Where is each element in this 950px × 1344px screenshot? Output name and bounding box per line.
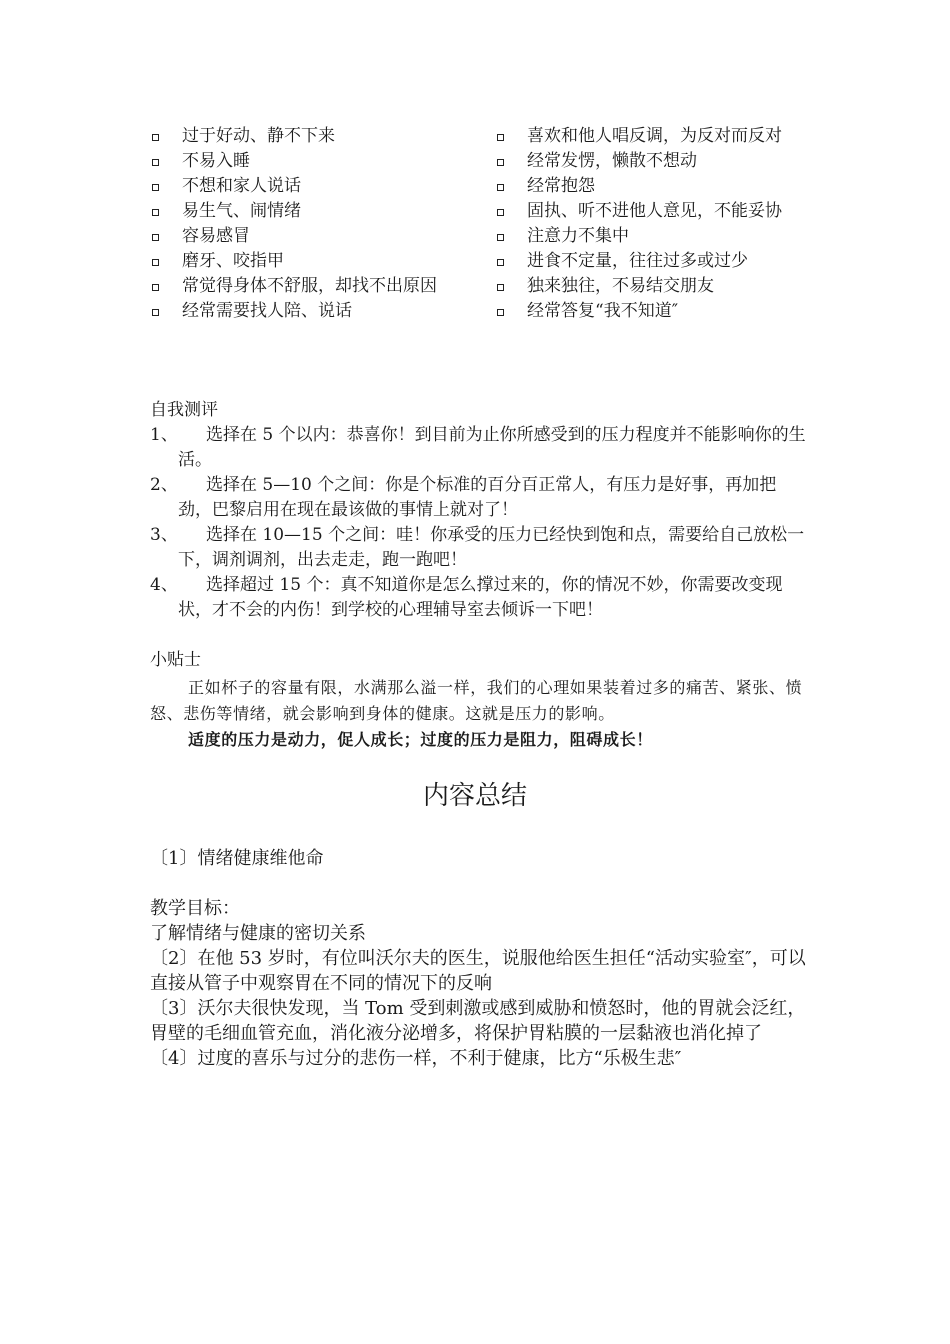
tips-heading: 小贴士	[150, 650, 201, 670]
evaluation-number: 1、	[150, 425, 178, 445]
checklist-item-label: 经常发愣，懒散不想动	[527, 151, 697, 171]
checklist-item[interactable]	[495, 299, 795, 324]
evaluation-item	[150, 473, 810, 523]
checklist-item-label: 注意力不集中	[527, 226, 629, 246]
checklist-item-label: 独来独往，不易结交朋友	[527, 276, 714, 296]
evaluation-text: 选择超过 15 个：真不知道你是怎么撑过来的，你的情况不妙，你需要改变现状，才不会的内伤！到学校的心理辅导室去倾诉一下吧！	[178, 575, 783, 620]
evaluation-number: 2、	[150, 475, 178, 495]
checklist-item-label: 不易入睡	[182, 151, 250, 171]
checklist-item-label: 经常答复“我不知道″	[527, 301, 679, 321]
checkbox-icon[interactable]	[497, 134, 504, 141]
checklist-item[interactable]	[495, 274, 795, 299]
checklist-item[interactable]	[495, 174, 795, 199]
spacer	[150, 871, 810, 896]
checklist-item-label: 过于好动、静不下来	[182, 126, 335, 146]
checklist-item[interactable]	[150, 249, 460, 274]
checklist-item[interactable]	[495, 224, 795, 249]
tips-section	[150, 648, 810, 753]
summary-section	[150, 846, 810, 1071]
checkbox-icon[interactable]	[497, 234, 504, 241]
evaluation-text: 选择在 5—10 个之间：你是个标准的百分百正常人，有压力是好事，再加把劲，巴黎启用在现在最该做的事情上就对了！	[178, 475, 777, 520]
checkbox-icon[interactable]	[497, 209, 504, 216]
checklist-item[interactable]	[150, 149, 460, 174]
checklist-item[interactable]	[495, 149, 795, 174]
evaluation-number: 3、	[150, 525, 178, 545]
checklist-item[interactable]	[495, 199, 795, 224]
checklist-item[interactable]	[150, 174, 460, 199]
checkbox-icon[interactable]	[497, 184, 504, 191]
evaluation-item	[150, 423, 810, 473]
evaluation-item	[150, 573, 810, 623]
objective-label: 教学目标：	[150, 898, 240, 919]
checkbox-icon[interactable]	[152, 234, 159, 241]
checkbox-icon[interactable]	[152, 159, 159, 166]
tips-paragraph: 正如杯子的容量有限，水满那么溢一样，我们的心理如果装着过多的痛苦、紧张、愤怒、悲伤等情绪，就会影响到身体的健康。这就是压力的影响。	[150, 678, 803, 723]
checklist-item-label: 固执、听不进他人意见，不能妥协	[527, 201, 782, 221]
checklist-item-label: 进食不定量，往往过多或过少	[527, 251, 748, 271]
checkbox-icon[interactable]	[497, 259, 504, 266]
checklist-item[interactable]	[150, 199, 460, 224]
checklist-item[interactable]	[495, 249, 795, 274]
checklist-item[interactable]	[495, 124, 795, 149]
checkbox-icon[interactable]	[152, 134, 159, 141]
summary-title: 内容总结	[422, 781, 527, 811]
checkbox-icon[interactable]	[497, 159, 504, 166]
checklist-item-label: 易生气、闹情绪	[182, 201, 301, 221]
checklist-item[interactable]	[150, 124, 460, 149]
checklist-item-label: 经常抱怨	[527, 176, 595, 196]
checkbox-icon[interactable]	[152, 284, 159, 291]
checkbox-icon[interactable]	[152, 184, 159, 191]
checklist-item[interactable]	[150, 299, 460, 324]
checklist-item-label: 常觉得身体不舒服，却找不出原因	[182, 276, 437, 296]
self-evaluation	[150, 398, 810, 623]
evaluation-text: 选择在 5 个以内：恭喜你！到目前为止你所感受到的压力程度并不能影响你的生活。	[178, 425, 806, 470]
checklist-item[interactable]	[150, 224, 460, 249]
checkbox-icon[interactable]	[152, 209, 159, 216]
self-evaluation-heading: 自我测评	[150, 400, 218, 420]
summary-line: 〔3〕沃尔夫很快发现，当 Tom 受到刺激或感到威胁和愤怒时，他的胃就会泛红，胃壁的毛细血管充血，消化液分泌增多，将保护胃粘膜的一层黏液也消化掉了	[150, 998, 806, 1044]
checklist-item-label: 容易感冒	[182, 226, 250, 246]
evaluation-item	[150, 523, 810, 573]
checklist-right-column	[495, 124, 795, 324]
checkbox-icon[interactable]	[497, 284, 504, 291]
checklist-item-label: 不想和家人说话	[182, 176, 301, 196]
evaluation-number: 4、	[150, 575, 178, 595]
tips-emphasis: 适度的压力是动力，促人成长；过度的压力是阻力，阻碍成长！	[188, 730, 653, 749]
summary-line: 〔1〕情绪健康维他命	[150, 848, 324, 869]
checklist-item-label: 经常需要找人陪、说话	[182, 301, 352, 321]
summary-line: 〔2〕在他 53 岁时，有位叫沃尔夫的医生，说服他给医生担任“活动实验室″，可以直接从管子中观察胃在不同的情况下的反响	[150, 948, 806, 994]
checkbox-icon[interactable]	[497, 309, 504, 316]
summary-line: 〔4〕过度的喜乐与过分的悲伤一样，不利于健康，比方“乐极生悲″	[150, 1048, 682, 1069]
checkbox-icon[interactable]	[152, 309, 159, 316]
checklist-item-label: 磨牙、咬指甲	[182, 251, 284, 271]
checklist-item-label: 喜欢和他人唱反调，为反对而反对	[527, 126, 782, 146]
checkbox-icon[interactable]	[152, 259, 159, 266]
objective-text: 了解情绪与健康的密切关系	[150, 923, 366, 944]
checklist-left-column	[150, 124, 460, 324]
checklist-item[interactable]	[150, 274, 460, 299]
evaluation-text: 选择在 10—15 个之间：哇！你承受的压力已经快到饱和点，需要给自己放松一下，调剂调剂，出去走走，跑一跑吧！	[178, 525, 805, 570]
